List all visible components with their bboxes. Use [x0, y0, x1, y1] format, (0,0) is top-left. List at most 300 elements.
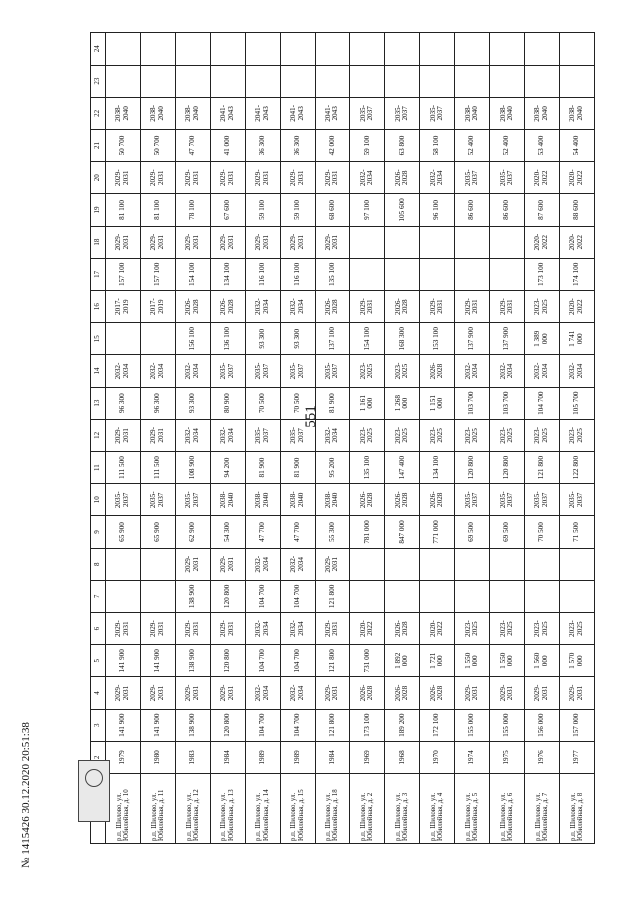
table-cell: 1969: [350, 741, 385, 773]
table-cell: 2035-2037: [280, 419, 315, 451]
column-header: 11: [91, 451, 106, 483]
column-header: 19: [91, 194, 106, 226]
column-header: 13: [91, 387, 106, 419]
table-cell: 2035-2037: [106, 484, 141, 516]
table-cell: 174 100: [559, 258, 594, 290]
table-cell: 134 100: [210, 258, 245, 290]
table-cell: 59 100: [245, 194, 280, 226]
table-cell: 47 700: [245, 516, 280, 548]
table-cell: 80 900: [210, 387, 245, 419]
column-header: 23: [91, 65, 106, 97]
table-cell: [210, 65, 245, 97]
table-cell: 120 800: [210, 709, 245, 741]
table-cell: 71 500: [559, 516, 594, 548]
address-cell: р.п. Шилово, ул. Юбилейная, д. 5: [455, 774, 490, 844]
table-cell: [315, 65, 350, 97]
table-cell: 2029-2031: [455, 677, 490, 709]
table-cell: 104 700: [280, 580, 315, 612]
table-cell: 111 500: [140, 451, 175, 483]
table-cell: 116 100: [245, 258, 280, 290]
column-header: 10: [91, 484, 106, 516]
table-cell: [385, 548, 420, 580]
document-registration-stamp: № 1415426 30.12.2020 20:51:38: [20, 722, 32, 868]
table-cell: 2029-2031: [210, 548, 245, 580]
table-cell: [525, 548, 560, 580]
table-cell: 2020-2022: [350, 612, 385, 644]
table-cell: 731 000: [350, 645, 385, 677]
table-cell: 2029-2031: [140, 226, 175, 258]
table-cell: 104 700: [280, 709, 315, 741]
table-cell: [245, 33, 280, 66]
table-cell: 141 900: [106, 645, 141, 677]
column-header: 17: [91, 258, 106, 290]
table-cell: 2038-2040: [280, 484, 315, 516]
table-cell: [385, 258, 420, 290]
table-cell: 55 300: [315, 516, 350, 548]
table-row: [525, 33, 560, 844]
table-cell: 154 100: [350, 323, 385, 355]
table-cell: 2029-2031: [175, 226, 210, 258]
table-cell: 2029-2031: [140, 612, 175, 644]
table-row: [106, 33, 141, 844]
table-cell: 94 200: [210, 451, 245, 483]
table-cell: 54 400: [559, 129, 594, 161]
table-cell: 2038-2040: [106, 97, 141, 129]
table-cell: 2029-2031: [210, 677, 245, 709]
table-cell: 2035-2037: [420, 97, 455, 129]
table-cell: 1975: [490, 741, 525, 773]
table-cell: 81 900: [280, 451, 315, 483]
table-row: [350, 33, 385, 844]
table-cell: 2029-2031: [280, 162, 315, 194]
table-cell: 67 600: [210, 194, 245, 226]
table-cell: [490, 580, 525, 612]
table-cell: 2026-2028: [420, 484, 455, 516]
table-cell: 1983: [175, 741, 210, 773]
table-cell: [280, 33, 315, 66]
table-cell: 137 900: [455, 323, 490, 355]
table-row: [559, 33, 594, 844]
column-header: 6: [91, 612, 106, 644]
table-cell: 2041-2043: [315, 97, 350, 129]
table-cell: 2035-2037: [245, 355, 280, 387]
address-cell: р.п. Шилово, ул. Юбилейная, д. 15: [280, 774, 315, 844]
table-cell: 2032-2034: [210, 419, 245, 451]
table-cell: 47 700: [280, 516, 315, 548]
table-cell: 2029-2031: [315, 548, 350, 580]
table-cell: 2029-2031: [315, 612, 350, 644]
address-cell: р.п. Шилово, ул. Юбилейная, д. 13: [210, 774, 245, 844]
table-cell: 2035-2037: [490, 484, 525, 516]
table-cell: 2029-2031: [490, 290, 525, 322]
table-cell: 2029-2031: [315, 226, 350, 258]
table-cell: 1984: [315, 741, 350, 773]
table-cell: 155 000: [455, 709, 490, 741]
table-cell: 105 600: [385, 194, 420, 226]
table-row: [280, 33, 315, 844]
table-cell: 134 100: [420, 451, 455, 483]
table-cell: 59 100: [280, 194, 315, 226]
table-cell: [490, 548, 525, 580]
table-cell: [559, 548, 594, 580]
table-cell: 2032-2034: [245, 677, 280, 709]
table-cell: 2035-2037: [525, 484, 560, 516]
table-cell: 2029-2031: [175, 677, 210, 709]
column-header: 15: [91, 323, 106, 355]
table-cell: 1 550 000: [490, 645, 525, 677]
table-cell: 1 389 000: [525, 323, 560, 355]
table-cell: 1968: [385, 741, 420, 773]
table-cell: 2023-2025: [350, 419, 385, 451]
table-cell: [280, 65, 315, 97]
table-cell: 2029-2031: [175, 162, 210, 194]
table-row: [175, 33, 210, 844]
table-cell: 2026-2028: [350, 484, 385, 516]
table-cell: 104 700: [245, 645, 280, 677]
column-header: 24: [91, 33, 106, 66]
table-cell: 108 900: [175, 451, 210, 483]
table-cell: 2035-2037: [385, 97, 420, 129]
table-cell: 2029-2031: [210, 162, 245, 194]
address-cell: р.п. Шилово, ул. Юбилейная, д. 14: [245, 774, 280, 844]
header-row: [91, 33, 106, 844]
table-cell: 2032-2034: [245, 612, 280, 644]
table-cell: [559, 33, 594, 66]
table-cell: 155 000: [490, 709, 525, 741]
table-cell: 1977: [559, 741, 594, 773]
table-cell: 2029-2031: [245, 162, 280, 194]
table-cell: 2032-2034: [455, 355, 490, 387]
table-cell: [140, 323, 175, 355]
table-cell: 2023-2025: [350, 355, 385, 387]
table-cell: 93 300: [280, 323, 315, 355]
table-cell: 154 100: [175, 258, 210, 290]
table-cell: 2026-2028: [350, 677, 385, 709]
table-cell: [525, 33, 560, 66]
table-cell: [106, 33, 141, 66]
table-cell: 70 500: [280, 387, 315, 419]
table-cell: 2026-2028: [385, 484, 420, 516]
table-cell: 2035-2037: [455, 162, 490, 194]
table-cell: 1 151 000: [420, 387, 455, 419]
table-cell: [420, 548, 455, 580]
table-cell: 141 900: [140, 709, 175, 741]
table-cell: 65 900: [140, 516, 175, 548]
address-cell: р.п. Шилово, ул. Юбилейная, д. 7: [525, 774, 560, 844]
table-cell: [490, 258, 525, 290]
table-cell: 2029-2031: [490, 677, 525, 709]
table-cell: 2029-2031: [175, 612, 210, 644]
table-cell: 2035-2037: [245, 419, 280, 451]
table-cell: [455, 33, 490, 66]
table-cell: 147 400: [385, 451, 420, 483]
table-cell: 2038-2040: [455, 97, 490, 129]
column-header: 3: [91, 709, 106, 741]
table-cell: 135 100: [315, 258, 350, 290]
table-cell: 120 800: [455, 451, 490, 483]
table-cell: 93 300: [245, 323, 280, 355]
table-cell: [420, 65, 455, 97]
table-cell: [525, 65, 560, 97]
table-cell: 36 300: [245, 129, 280, 161]
column-header: 22: [91, 97, 106, 129]
table-cell: 189 200: [385, 709, 420, 741]
table-cell: 847 000: [385, 516, 420, 548]
column-header: 8: [91, 548, 106, 580]
table-cell: 2041-2043: [245, 97, 280, 129]
column-header: 2: [91, 741, 106, 773]
column-header: 18: [91, 226, 106, 258]
table-cell: 105 700: [559, 387, 594, 419]
table-cell: 136 100: [210, 323, 245, 355]
table-cell: 70 500: [525, 516, 560, 548]
table-cell: 2038-2040: [245, 484, 280, 516]
table-cell: 2035-2037: [315, 355, 350, 387]
table-cell: 59 100: [350, 129, 385, 161]
table-cell: 2023-2025: [525, 419, 560, 451]
table-cell: 2029-2031: [315, 677, 350, 709]
table-cell: 2032-2034: [315, 419, 350, 451]
table-cell: 2032-2034: [350, 162, 385, 194]
table-cell: 781 000: [350, 516, 385, 548]
table-cell: 2026-2028: [210, 290, 245, 322]
table-cell: 62 900: [175, 516, 210, 548]
table-cell: 2017-2019: [140, 290, 175, 322]
column-header: 9: [91, 516, 106, 548]
table-cell: 2041-2043: [210, 97, 245, 129]
table-cell: [385, 226, 420, 258]
table-cell: 1 892 000: [385, 645, 420, 677]
table-cell: 54 300: [210, 516, 245, 548]
table-cell: 2041-2043: [280, 97, 315, 129]
table-cell: 2020-2022: [525, 162, 560, 194]
table-cell: 122 800: [559, 451, 594, 483]
table-cell: [490, 33, 525, 66]
table-cell: 2023-2025: [385, 355, 420, 387]
table-cell: [140, 580, 175, 612]
table-cell: 2038-2040: [525, 97, 560, 129]
table-cell: [350, 580, 385, 612]
address-cell: р.п. Шилово, ул. Юбилейная, д. 10: [106, 774, 141, 844]
address-cell: р.п. Шилово, ул. Юбилейная, д. 6: [490, 774, 525, 844]
table-cell: 96 100: [420, 194, 455, 226]
table-cell: 1 161 000: [350, 387, 385, 419]
table-cell: 2026-2028: [385, 162, 420, 194]
table-cell: 121 800: [315, 709, 350, 741]
table-cell: 2035-2037: [350, 97, 385, 129]
table-cell: 1980: [140, 741, 175, 773]
table-cell: 141 900: [140, 645, 175, 677]
table-cell: [559, 65, 594, 97]
table-cell: 2038-2040: [175, 97, 210, 129]
table-cell: 1984: [210, 741, 245, 773]
table-cell: 2032-2034: [280, 612, 315, 644]
table-cell: 2038-2040: [490, 97, 525, 129]
table-cell: [490, 65, 525, 97]
column-header: 20: [91, 162, 106, 194]
table-cell: [106, 323, 141, 355]
table-cell: 156 000: [525, 709, 560, 741]
table-cell: [385, 65, 420, 97]
table-cell: 2020-2022: [420, 612, 455, 644]
table-cell: 2032-2034: [245, 548, 280, 580]
table-cell: 2023-2025: [525, 612, 560, 644]
table-cell: 87 600: [525, 194, 560, 226]
table-row: [210, 33, 245, 844]
table-cell: 2017-2019: [106, 290, 141, 322]
table-cell: 2026-2028: [175, 290, 210, 322]
table-cell: 1 570 000: [559, 645, 594, 677]
table-cell: [106, 65, 141, 97]
table-cell: 172 100: [420, 709, 455, 741]
table-cell: 2029-2031: [106, 612, 141, 644]
table-cell: 120 800: [210, 645, 245, 677]
table-cell: 81 100: [140, 194, 175, 226]
table-cell: 138 900: [175, 580, 210, 612]
address-cell: р.п. Шилово, ул. Юбилейная, д. 8: [559, 774, 594, 844]
address-cell: р.п. Шилово, ул. Юбилейная, д. 12: [175, 774, 210, 844]
table-cell: 2023-2025: [455, 419, 490, 451]
table-cell: 2029-2031: [140, 419, 175, 451]
table-cell: 95 200: [315, 451, 350, 483]
table-cell: 47 700: [175, 129, 210, 161]
table-cell: 69 500: [455, 516, 490, 548]
table-cell: 2023-2025: [385, 419, 420, 451]
table-cell: [350, 548, 385, 580]
table-cell: 42 000: [315, 129, 350, 161]
table-cell: [106, 548, 141, 580]
table-cell: 2020-2022: [559, 290, 594, 322]
table-cell: 103 700: [455, 387, 490, 419]
table-cell: [106, 580, 141, 612]
table-cell: 2035-2037: [280, 355, 315, 387]
table-cell: 2035-2037: [455, 484, 490, 516]
column-header: 4: [91, 677, 106, 709]
table-cell: 2032-2034: [490, 355, 525, 387]
table-cell: 2026-2028: [385, 677, 420, 709]
table-cell: 2023-2025: [420, 419, 455, 451]
table-cell: 173 100: [525, 258, 560, 290]
table-cell: 2029-2031: [210, 226, 245, 258]
table-cell: 88 600: [559, 194, 594, 226]
table-cell: 86 600: [490, 194, 525, 226]
table-cell: 2035-2037: [559, 484, 594, 516]
table-cell: 2023-2025: [559, 419, 594, 451]
table-cell: 2029-2031: [140, 162, 175, 194]
table-cell: 2023-2025: [455, 612, 490, 644]
table-cell: 104 700: [245, 709, 280, 741]
table-cell: 771 000: [420, 516, 455, 548]
table-cell: 2029-2031: [559, 677, 594, 709]
table-cell: 141 900: [106, 709, 141, 741]
table-cell: 50 700: [106, 129, 141, 161]
table-cell: 104 700: [245, 580, 280, 612]
table-cell: [140, 548, 175, 580]
table-cell: [140, 33, 175, 66]
table-cell: [455, 548, 490, 580]
table-row: [420, 33, 455, 844]
table-cell: 2032-2034: [280, 548, 315, 580]
table-cell: [490, 226, 525, 258]
table-cell: [455, 226, 490, 258]
table-row: [315, 33, 350, 844]
table-cell: [385, 580, 420, 612]
table-cell: 93 300: [175, 387, 210, 419]
table-cell: [455, 258, 490, 290]
rotated-table-wrapper: [90, 32, 595, 844]
table-cell: 1989: [245, 741, 280, 773]
table-body: [106, 33, 595, 844]
table-cell: 53 400: [525, 129, 560, 161]
table-cell: 157 000: [559, 709, 594, 741]
table-row: [490, 33, 525, 844]
table-cell: 63 800: [385, 129, 420, 161]
table-cell: 2023-2025: [525, 290, 560, 322]
table-cell: 168 300: [385, 323, 420, 355]
table-cell: [420, 580, 455, 612]
address-cell: р.п. Шилово, ул. Юбилейная, д. 18: [315, 774, 350, 844]
address-cell: р.п. Шилово, ул. Юбилейная, д. 3: [385, 774, 420, 844]
table-cell: 1970: [420, 741, 455, 773]
table-cell: 2029-2031: [106, 226, 141, 258]
table-cell: [385, 33, 420, 66]
table-cell: 1989: [280, 741, 315, 773]
table-cell: 1976: [525, 741, 560, 773]
column-header: 16: [91, 290, 106, 322]
table-cell: 2029-2031: [525, 677, 560, 709]
table-cell: 2032-2034: [175, 419, 210, 451]
table-cell: [559, 580, 594, 612]
table-cell: [350, 258, 385, 290]
table-cell: 2035-2037: [210, 355, 245, 387]
column-header: 5: [91, 645, 106, 677]
table-cell: 1 550 000: [455, 645, 490, 677]
table-cell: 156 100: [175, 323, 210, 355]
table-cell: 78 100: [175, 194, 210, 226]
table-cell: 1 268 000: [385, 387, 420, 419]
table-cell: [245, 65, 280, 97]
table-cell: 137 100: [315, 323, 350, 355]
table-cell: 2029-2031: [106, 162, 141, 194]
table-cell: 50 700: [140, 129, 175, 161]
table-cell: 81 900: [245, 451, 280, 483]
table-cell: 2032-2034: [420, 162, 455, 194]
table-cell: 1 560 000: [525, 645, 560, 677]
table-cell: 2029-2031: [210, 612, 245, 644]
table-cell: 2038-2040: [315, 484, 350, 516]
table-cell: 86 600: [455, 194, 490, 226]
table-cell: [140, 65, 175, 97]
table-cell: 2020-2022: [525, 226, 560, 258]
table-cell: 138 900: [175, 645, 210, 677]
table-cell: [525, 580, 560, 612]
table-cell: 2026-2028: [420, 355, 455, 387]
table-cell: 2032-2034: [559, 355, 594, 387]
table-cell: 65 900: [106, 516, 141, 548]
table-cell: 104 700: [280, 645, 315, 677]
table-cell: 173 100: [350, 709, 385, 741]
table-cell: [420, 258, 455, 290]
table-cell: 41 000: [210, 129, 245, 161]
table-cell: 52 400: [455, 129, 490, 161]
table-cell: 2023-2025: [490, 612, 525, 644]
page-number: 551: [302, 405, 319, 428]
table-cell: 2038-2040: [140, 97, 175, 129]
table-cell: 2029-2031: [315, 162, 350, 194]
column-header: 12: [91, 419, 106, 451]
table-cell: 2023-2025: [490, 419, 525, 451]
table-cell: [350, 65, 385, 97]
